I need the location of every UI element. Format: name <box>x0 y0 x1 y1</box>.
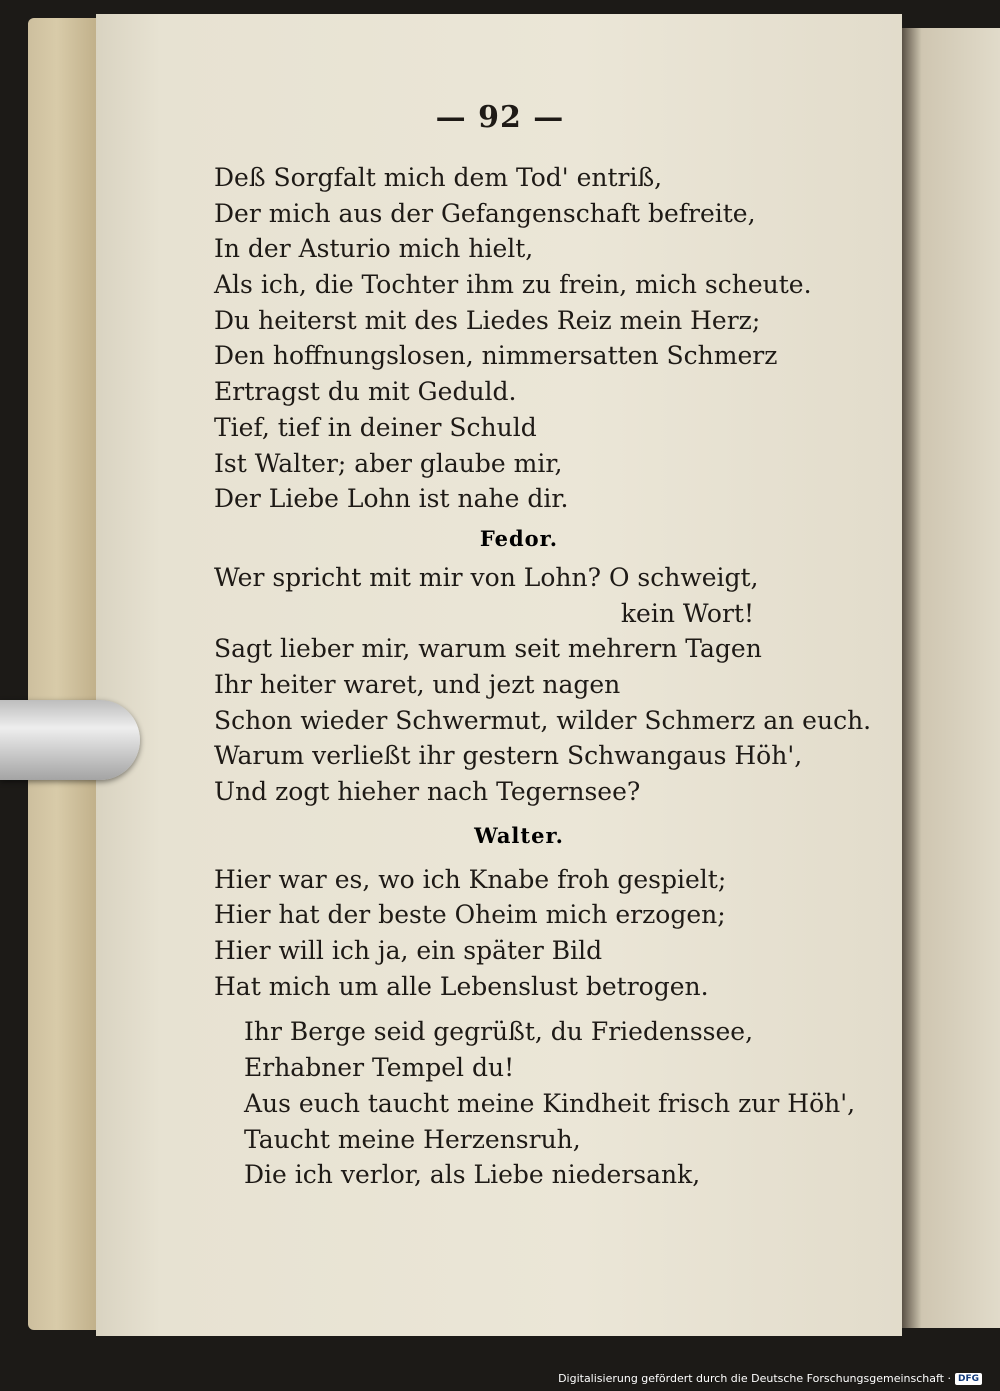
verse-text <box>214 160 872 1193</box>
verse-line-continuation: kein Wort! <box>620 598 754 628</box>
verse-line: Der Liebe Lohn ist nahe dir. <box>214 484 569 514</box>
verse-line: Taucht meine Herzensruh, <box>244 1124 581 1154</box>
verse-line: Und zogt hieher nach Tegernsee? <box>214 777 641 806</box>
verse-line: Ihr heiter waret, und jezt nagen <box>214 669 621 699</box>
verse-line: Als ich, die Tochter ihm zu frein, mich scheute. <box>214 270 812 300</box>
stanza-gap <box>214 1004 824 1014</box>
verse-line: Sagt lieber mir, warum seit mehrern Tagen <box>214 634 762 664</box>
page-clip <box>0 700 140 780</box>
verse-line: Hier war es, wo ich Knabe froh gespielt; <box>214 864 727 894</box>
verse-line: Hat mich um alle Lebenslust betrogen. <box>214 971 709 1001</box>
speaker-fedor: Fedor. <box>479 525 559 551</box>
speaker-walter: Walter. <box>474 822 564 848</box>
verse-line: Tief, tief in deiner Schuld <box>214 412 537 442</box>
verse-line: Warum verließt ihr gestern Schwangaus Höh', <box>214 741 803 771</box>
verse-line: Wer spricht mit mir von Lohn? O schweigt, <box>214 562 759 592</box>
verse-line: Aus euch taucht meine Kindheit frisch zur Höh', <box>244 1088 856 1118</box>
verse-line: Den hoffnungslosen, nimmersatten Schmerz <box>214 341 778 371</box>
footer <box>558 1372 982 1385</box>
verse-line: Die ich verlor, als Liebe niedersank, <box>244 1160 701 1190</box>
verse-line: Erhabner Tempel du! <box>244 1053 515 1083</box>
verse-line: Schon wieder Schwermut, wilder Schmerz an euch. <box>214 705 872 735</box>
footer-text: Digitalisierung gefördert durch die Deutsche Forschungsgemeinschaft · <box>558 1372 951 1385</box>
verse-line: Hier will ich ja, ein später Bild <box>214 936 603 966</box>
verse-line: Der mich aus der Gefangenschaft befreite, <box>214 198 756 228</box>
book-edge <box>28 18 100 1330</box>
page-number: — 92 — <box>435 100 565 135</box>
verse-line: Deß Sorgfalt mich dem Tod' entriß, <box>214 163 663 192</box>
verse-line: Hier hat der beste Oheim mich erzogen; <box>214 900 726 930</box>
verse-line: Ist Walter; aber glaube mir, <box>214 448 563 478</box>
next-page-edge <box>902 28 1000 1328</box>
verse-line: Du heiterst mit des Liedes Reiz mein Herz; <box>214 305 761 335</box>
verse-line: Ertragst du mit Geduld. <box>214 377 517 407</box>
verse-line: Ihr Berge seid gegrüßt, du Friedenssee, <box>244 1017 754 1047</box>
verse-line: In der Asturio mich hielt, <box>214 234 534 264</box>
dfg-logo: DFG <box>955 1373 982 1385</box>
